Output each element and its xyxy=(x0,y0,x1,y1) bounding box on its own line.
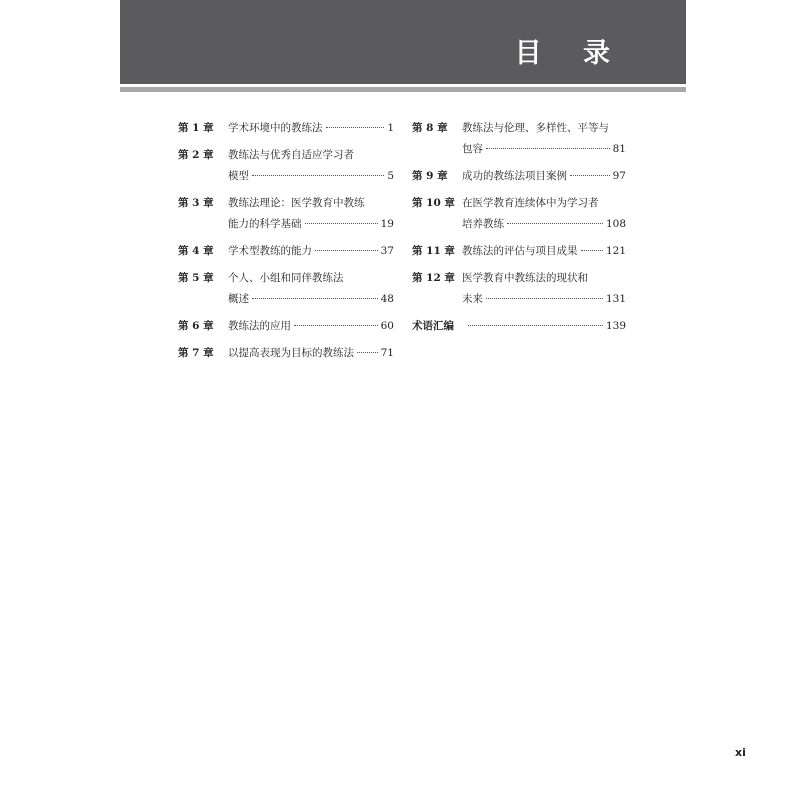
dot-leader xyxy=(252,175,384,176)
chapter-number: 第 10 章 xyxy=(412,197,455,209)
toc-entry[interactable] xyxy=(178,316,394,337)
chapter-title-cont: 能力的科学基础 xyxy=(228,218,302,230)
chapter-number: 第 2 章 xyxy=(178,149,214,161)
toc-entry[interactable] xyxy=(412,166,626,187)
page-number: 108 xyxy=(605,218,626,230)
chapter-title-cont: 包容 xyxy=(462,143,483,155)
toc-entry-glossary[interactable] xyxy=(412,316,626,337)
page-title: 目 录 xyxy=(514,38,626,69)
chapter-number: 第 1 章 xyxy=(178,122,214,134)
glossary-label: 术语汇编 xyxy=(412,320,454,332)
chapter-title: 学术环境中的教练法 xyxy=(228,122,323,134)
dot-leader xyxy=(326,127,385,128)
header-banner xyxy=(120,0,686,84)
header-rule xyxy=(120,87,686,92)
chapter-title: 教练法与伦理、多样性、平等与 xyxy=(462,122,609,134)
chapter-title: 成功的教练法项目案例 xyxy=(462,170,567,182)
chapter-title: 医学教育中教练法的现状和 xyxy=(462,272,588,284)
chapter-number: 第 7 章 xyxy=(178,347,214,359)
page-number: 139 xyxy=(605,320,626,332)
toc-entry[interactable] xyxy=(412,241,626,262)
toc-entry[interactable] xyxy=(178,193,394,235)
chapter-title: 学术型教练的能力 xyxy=(228,245,312,257)
dot-leader xyxy=(357,352,378,353)
chapter-title: 教练法的评估与项目成果 xyxy=(462,245,578,257)
toc-entry[interactable] xyxy=(178,145,394,187)
toc-entry[interactable] xyxy=(178,118,394,139)
toc-entry[interactable] xyxy=(178,343,394,364)
chapter-title-cont: 概述 xyxy=(228,293,249,305)
toc-column-right xyxy=(412,118,626,343)
dot-leader xyxy=(486,298,603,299)
chapter-title-cont: 未来 xyxy=(462,293,483,305)
page-number: 5 xyxy=(387,170,394,182)
page-number: 97 xyxy=(612,170,626,182)
dot-leader xyxy=(486,148,610,149)
page-number: 131 xyxy=(605,293,626,305)
chapter-title-cont: 培养教练 xyxy=(462,218,504,230)
chapter-title: 以提高表现为目标的教练法 xyxy=(228,347,354,359)
dot-leader xyxy=(507,223,603,224)
toc-entry[interactable] xyxy=(412,268,626,310)
dot-leader xyxy=(581,250,603,251)
chapter-number: 第 4 章 xyxy=(178,245,214,257)
page-number: 81 xyxy=(612,143,626,155)
chapter-number: 第 11 章 xyxy=(412,245,455,257)
folio-page-number: xi xyxy=(735,746,746,759)
chapter-number: 第 6 章 xyxy=(178,320,214,332)
page-number: 121 xyxy=(605,245,626,257)
toc-entry[interactable] xyxy=(412,193,626,235)
dot-leader xyxy=(468,325,603,326)
page-number: 1 xyxy=(387,122,394,134)
dot-leader xyxy=(570,175,610,176)
chapter-number: 第 12 章 xyxy=(412,272,455,284)
chapter-number: 第 3 章 xyxy=(178,197,214,209)
chapter-title-cont: 模型 xyxy=(228,170,249,182)
chapter-number: 第 8 章 xyxy=(412,122,448,134)
toc-column-left xyxy=(178,118,394,370)
page-number: 71 xyxy=(380,347,394,359)
page-number: 60 xyxy=(380,320,394,332)
toc-entry[interactable] xyxy=(178,241,394,262)
chapter-number: 第 5 章 xyxy=(178,272,214,284)
dot-leader xyxy=(315,250,378,251)
toc-entry[interactable] xyxy=(412,118,626,160)
page-number: 19 xyxy=(380,218,394,230)
page-number: 37 xyxy=(380,245,394,257)
toc-entry[interactable] xyxy=(178,268,394,310)
chapter-title: 在医学教育连续体中为学习者 xyxy=(462,197,599,209)
chapter-title: 教练法理论：医学教育中教练 xyxy=(228,197,365,209)
chapter-title: 教练法与优秀自适应学习者 xyxy=(228,149,354,161)
page-number: 48 xyxy=(380,293,394,305)
document-page xyxy=(120,0,746,800)
chapter-number: 第 9 章 xyxy=(412,170,448,182)
dot-leader xyxy=(252,298,378,299)
dot-leader xyxy=(294,325,378,326)
chapter-title: 教练法的应用 xyxy=(228,320,291,332)
dot-leader xyxy=(305,223,378,224)
chapter-title: 个人、小组和同伴教练法 xyxy=(228,272,344,284)
